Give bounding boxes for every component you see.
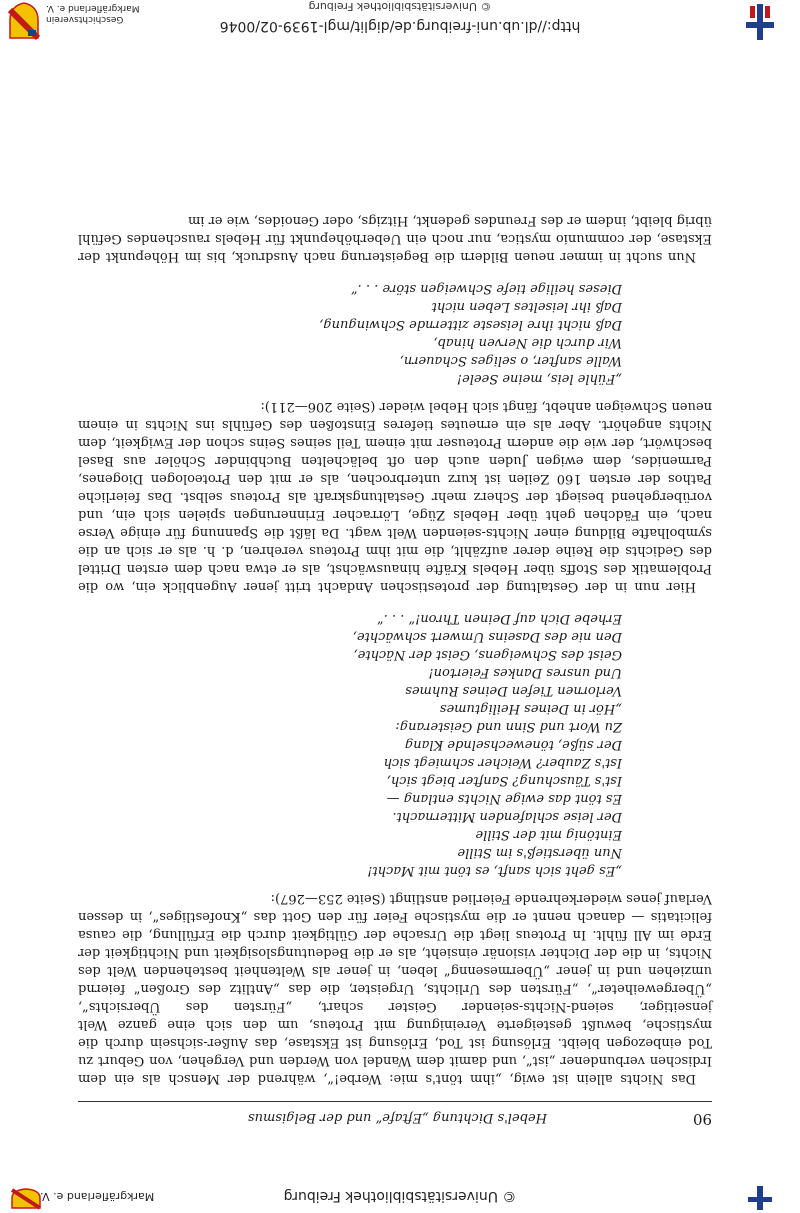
scanned-page [0,44,800,1184]
poem-line: Dieses heilige tiefe Schweigen störe . . .“ [351,281,622,296]
running-title: Hebel's Dichtung „Eftafe“ und der Belgismus [247,1110,547,1125]
poem-line: Ist's Täuschung? Sanfter biegt sich, [386,773,622,788]
poem-line: Es tönt das ewige Nichts entlang — [386,791,622,806]
poem-line: „Hör in Deines Heiligtumes [439,701,622,716]
permalink-url[interactable]: http://dl.ub.uni-freiburg.de/diglit/mgl-1939-02/0046 [219,18,581,34]
society-name: Markgräflerland e. V. [40,1190,155,1203]
poem-line: Wir durch die Nerven hinab, [433,335,622,350]
copyright-notice: © Universitätsbibliothek Freiburg [308,0,492,13]
poem-line: Nun überstieß's im Stille [457,845,622,860]
poem-stanza-1 [78,609,622,879]
viewer-footer-band-top [0,0,800,44]
poem-line: Daß ihr leiseltes Leben nicht [431,299,622,314]
poem-line: „Fühle leis, meine Seele! [456,371,622,386]
poem-line: Eintönig mit der Stille [475,827,622,842]
copyright-notice: © Universitätsbibliothek Freiburg [283,1188,517,1204]
poem-line: Der leise schlafenden Mitternacht. [392,809,622,824]
page-content [78,211,712,1128]
poem-line: Walle sanfter, o seliges Schauern, [399,353,622,368]
poem-line: „Es geht sich sanft, es tönt mit Macht! [367,863,622,878]
poem-stanza-2 [78,279,622,387]
society-name: Geschichtsverein Markgräflerland e. V. [46,3,140,24]
poem-line: Der süße, tönewechselnde Klang [404,737,622,752]
paragraph-3: Nun sucht in immer neuen Bildern die Begeisterung nach Ausdruck, bis im Höhepunkt der Ekstase, der communio mystica, nur noch ein Ueberhöhepunkt für Hebels rauschendes Gefühl übrig bleibt, indem er des Freundes gedenkt, Hitzigs, oder Genoides, wie er im [78,213,712,264]
poem-line: Erhebe Dich auf Deinen Thron!“ . . .“ [377,611,622,626]
page-number: 90 [692,1110,712,1128]
running-head [78,1101,712,1128]
poem-line: Und unsres Dankes Feierton! [428,665,622,680]
paragraph-2: Hier nun in der Gestaltung der protestischen Andacht tritt jener Augenblick ein, wo die Problematik des Stoffs über Hebels Kräfte hinauswächst, als er etwa nach dem ersten Drittel des Gedichts die Reihe derer aufzählt, die mit ihm Proteus verehren, d. h. als er sich an die symbolhafte Bildung einer Nichts-seienden Welt wagt. Da läßt die Spannung für einige Verse nach, ein Fädchen geht über Hebels Züge, Lörracher Erinnerungen spielen sich ein, und vorübergehend besiegt der Scherz mehr Gestaltungskraft als Proteus selbst. Das feierliche Pathos der ersten 160 Zeilen ist kurz unterbrochen, als er mit den Proteologen Diogenes, Parmenides, dem ewigen Juden auch den oft belächelten Buchbinder Schöler aus Basel beschwört, der wie die andern Proteuser mit einem Teil seines Seins schon der Ewigkeit, dem Nichts angehört. Aber als ein erneutes tieferes Einstoßen des Gefühls ins Nichts in einem neuen Schweigen anhebt, fängt sich Hebel wieder (Seite 206—211): [78,399,712,594]
paragraph-1: Das Nichts allein ist ewig, „ihm tönt's mie: Werbe!“, während der Mensch als ein dem Irdischen verbundener „ist“, und damit dem Wandel von Werden und Vergehen, von Geburt zu Tod einbezogen bleibt. Erlösung ist Tod, Erlösung ist Ekstase, das Außer-sichsein durch die mystische, bewußt gesteigerte Vereinigung mit Proteus, um den sich eine ganze Welt jenseitiger, seiend-Nichts-seiender Geister schart, „Fürsten des Übersichts“, „Übergeweiheter“, „Fürsten des Urlichts, Urgeister, die das „Antlitz des Großen“ feiernd umziehen und in jener „Übermesenng“ leben, in jener als Weltenheit bestehenden Welt des Nichts, in die der Dichter visionär einsieht, als er die Bedeutungslosigkeit und Nichtigkeit der Erde im All fühlt. In Proteus liegt die Ursache der Gültigkeit durch die Erfüllung, die causa felicitatis — danach nennt er die mystische Feier für den Gott das „Knofestliges“, in dessen Verlauf jenes wiederkehrende Feierlied anstlingt (Seite 253—267): [78,891,712,1086]
poem-line: Zu Wort und Sinn und Geisterang: [395,719,622,734]
poem-line: Geist des Schweigens, Geist der Nächte, [353,647,622,662]
poem-line: Ist's Zauber? Weicher schmiegt sich [383,755,622,770]
university-logo-icon [740,1186,780,1210]
poem-line: Daß nicht ihre leiseste zitternde Schwingung, [319,317,622,332]
poem-line: Verlornen Tiefen Deines Ruhmes [405,683,622,698]
poem-line: Den nie des Daseins Umwert schwächte, [352,629,622,644]
viewer-footer-band-bottom [0,1184,800,1213]
university-logo-icon [740,0,780,44]
